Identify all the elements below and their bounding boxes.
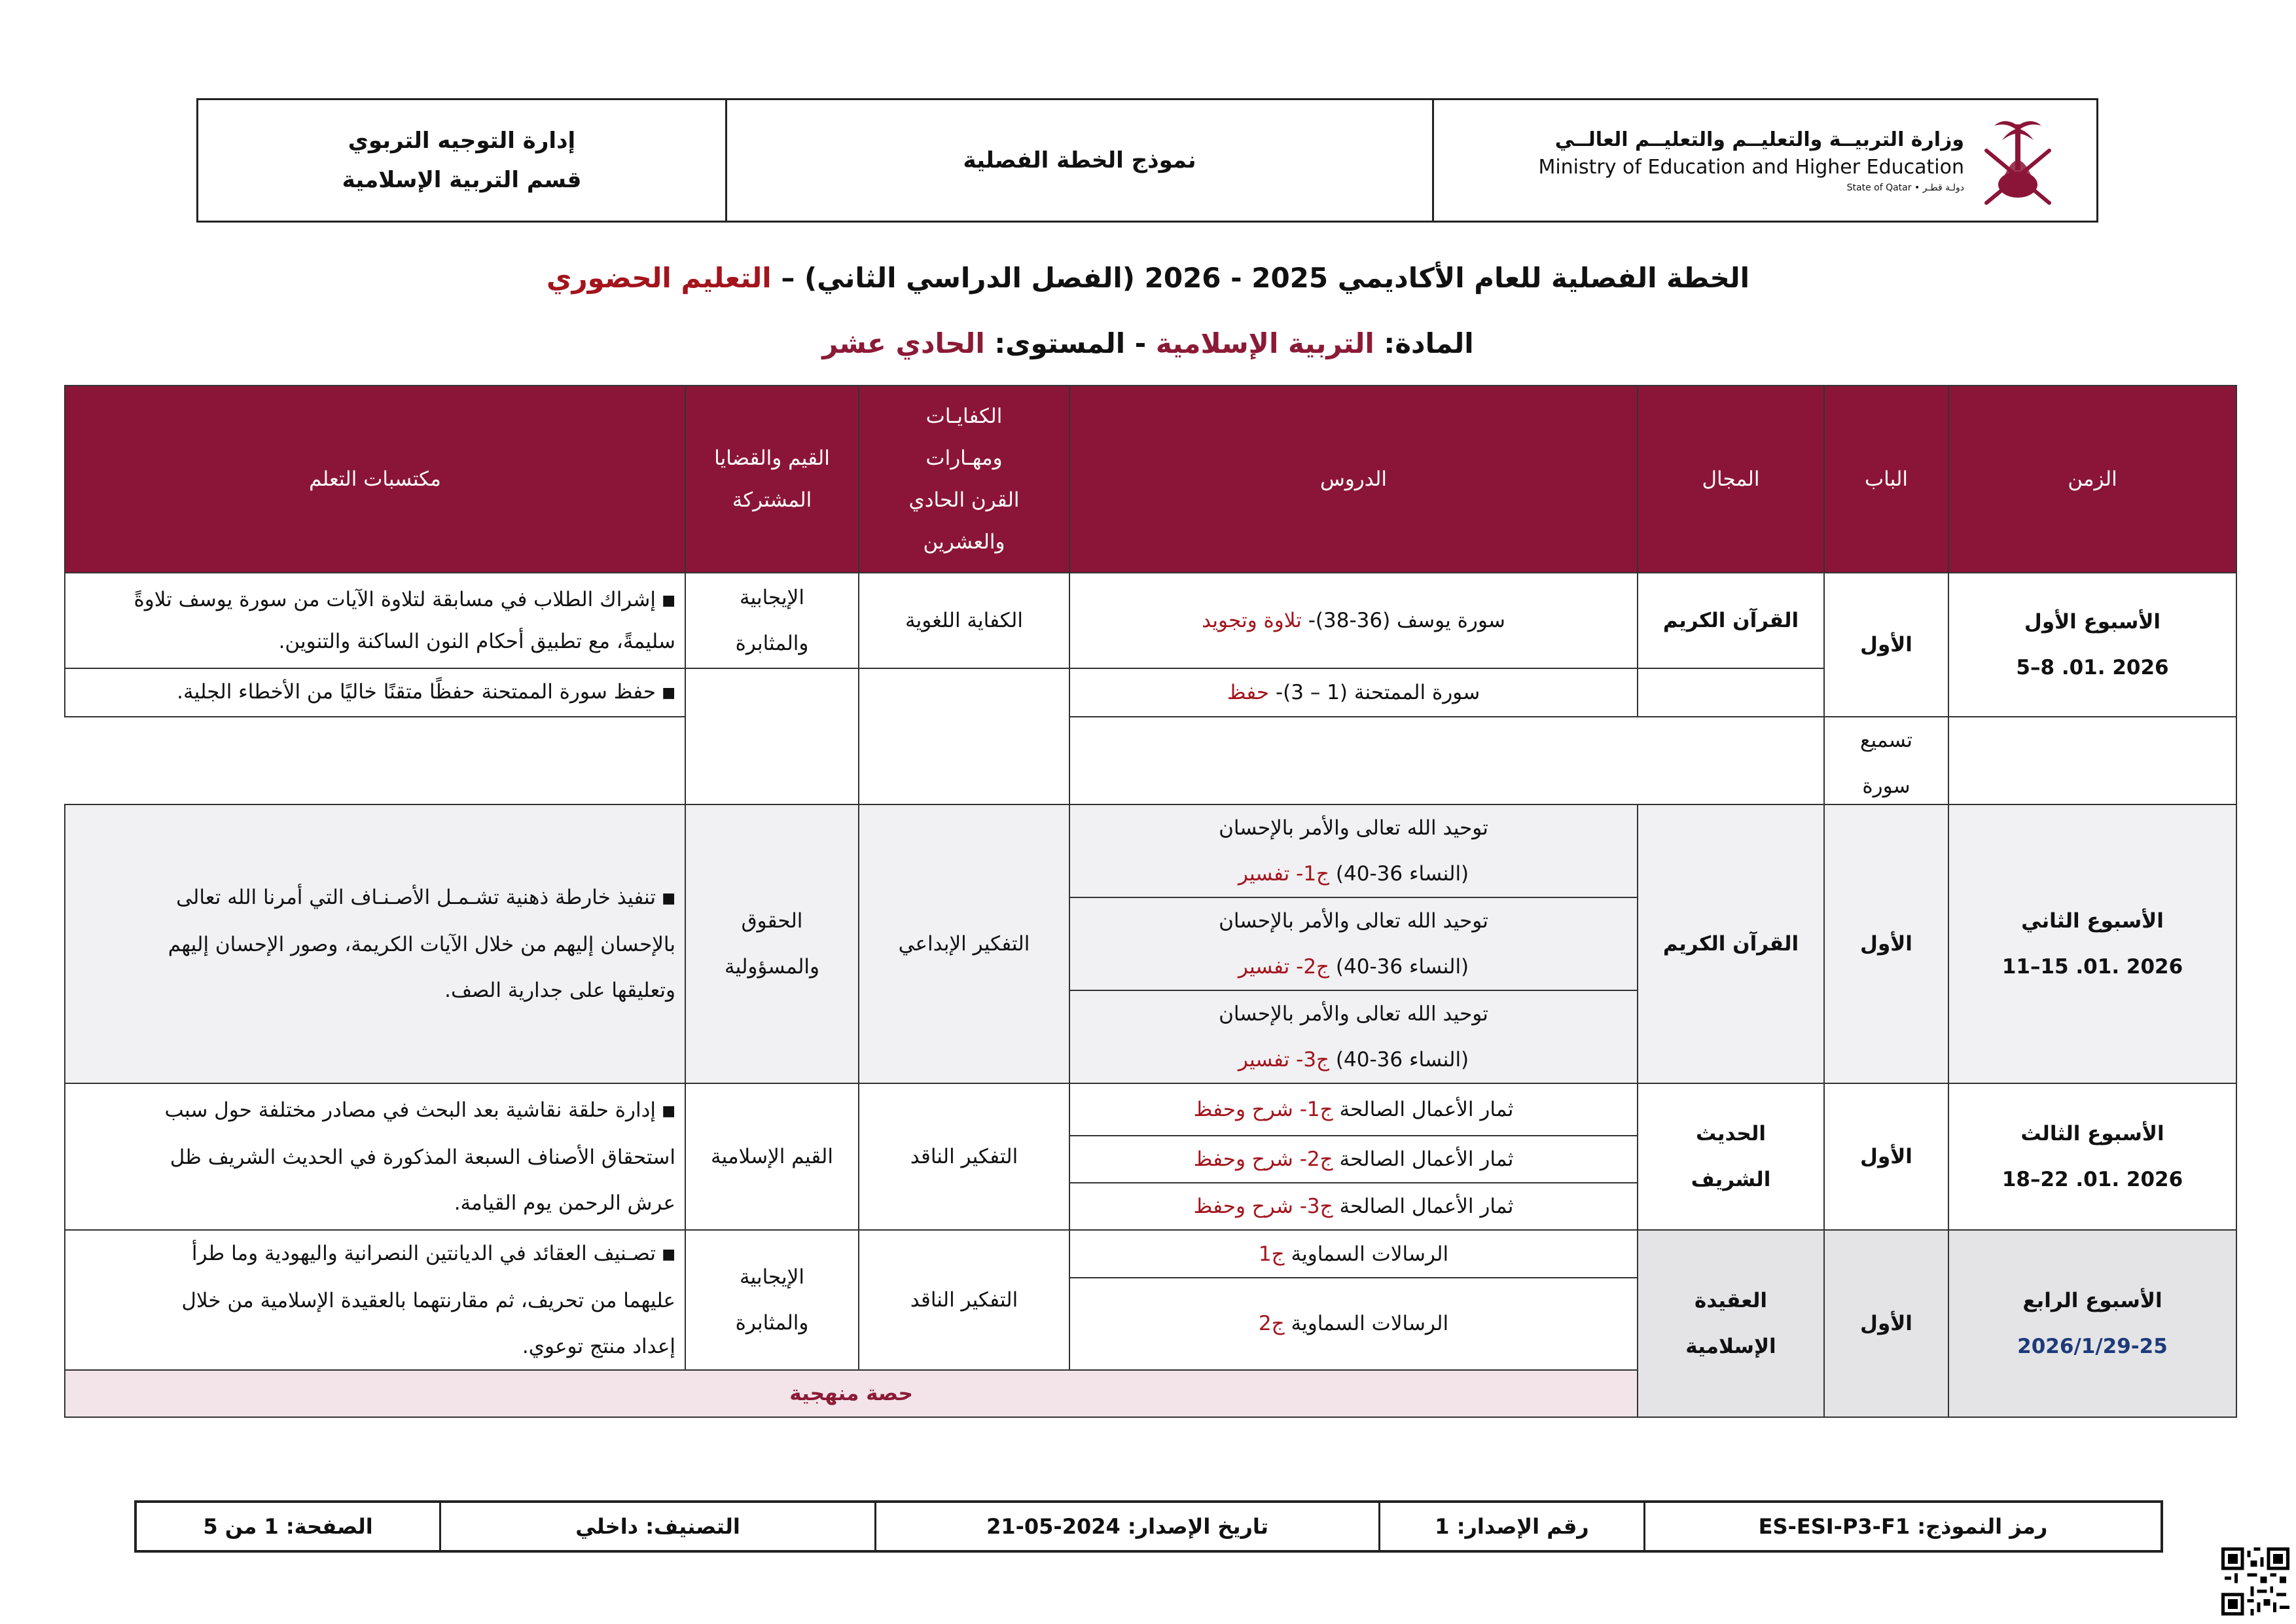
department-name: إدارة التوجيه التربوي	[348, 128, 576, 154]
plan-title: الخطة الفصلية للعام الأكاديمي 2025 - 2026 (الفصل الدراسي الثاني) – التعليم الحضوري	[547, 262, 1749, 294]
domain-cell: الحديث الشريف	[1638, 1083, 1824, 1230]
domain-cell: القرآن الكريم	[1638, 804, 1824, 1083]
week-cell: الأسبوع الأول 2026 .01. 8–5	[1948, 573, 2236, 717]
issue-date: تاريخ الإصدار: 2024-05-21	[874, 1503, 1378, 1550]
subject-value: التربية الإسلامية	[1155, 327, 1374, 359]
lesson-cell: توحيد الله تعالى والأمر بالإحسان (النساء 36-40) ج1- تفسير	[1069, 804, 1638, 897]
col-header-values: القيم والقضايا المشتركة	[685, 386, 859, 573]
ministry-name-en: Ministry of Education and Higher Education	[1538, 156, 1964, 179]
bab-cell: الأول	[1824, 1083, 1948, 1230]
outcome-cell: ■حفظ سورة الممتحنة حفظًا متقنًا خاليًا من الأخطاء الجلية.	[65, 668, 685, 717]
page-number: الصفحة: 1 من 5	[203, 1514, 373, 1539]
lesson-cell: سورة يوسف (36-38)- تلاوة وتجويد	[1069, 573, 1638, 668]
week-cell: الأسبوع الرابع 2026/1/29-25	[1948, 1230, 2236, 1417]
bab-cell: الأول	[1824, 804, 1948, 1083]
table-row	[65, 573, 2236, 621]
values-cell: القيم الإسلامية	[685, 1083, 859, 1230]
lesson-cell: ثمار الأعمال الصالحة ج2- شرح وحفظ	[1069, 1136, 1638, 1183]
domain-cell: العقيدة الإسلامية	[1638, 1230, 1824, 1417]
document-footer	[134, 1500, 2163, 1553]
col-header-time: الزمن	[1948, 386, 2236, 573]
table-row	[65, 1230, 2236, 1278]
bullet-icon: ■	[662, 890, 675, 907]
qr-code-icon	[2221, 1547, 2289, 1615]
table-row	[65, 1083, 2236, 1136]
competency-cell: التفكير الإبداعي	[859, 804, 1069, 1083]
outcome-cell: ■تصـنيف العقائد في الديانتين النصرانية واليهودية وما طرأ عليهما من تحريف، ثم مقارنتهما بالعقيدة الإسلامية من خلال إعداد منتج توعوي.	[65, 1230, 685, 1370]
qatar-emblem-icon	[1979, 111, 2057, 209]
week-cell: الأسبوع الثاني 2026 .01. 15–11	[1948, 804, 2236, 1083]
state-name: State of Qatar • دولـة قطـر	[1846, 183, 1964, 193]
lesson-cell: الرسالات السماوية ج2	[1069, 1278, 1638, 1369]
col-header-bab: الباب	[1824, 386, 1948, 573]
semester-plan-table-continued	[64, 804, 2237, 1418]
outcome-cell: تسميع سورة	[1824, 717, 1948, 1039]
competency-cell: التفكير الناقد	[859, 1230, 1069, 1370]
ministry-name-ar: وزارة التربيــة والتعليــم والتعليــم العالــي	[1554, 128, 1964, 151]
outcome-cell: ■تنفيذ خارطة ذهنية تشـمـل الأصـنـاف التي أمرنا الله تعالى بالإحسان إليهم من خلال الآيات الكريمة، وصور الإحسان إليهم وتعليقها على جدارية الصف.	[65, 804, 685, 1083]
classification: التصنيف: داخلي	[439, 1503, 874, 1550]
competency-cell: الكفاية اللغوية	[859, 573, 1069, 668]
values-cell: الإيجابية والمثابرة	[685, 573, 859, 668]
competency-cell: التفكير الناقد	[859, 1083, 1069, 1230]
col-header-outcomes: مكتسبات التعلم	[65, 386, 685, 573]
domain-cell: القرآن الكريم	[1638, 573, 1824, 668]
ministry-logo-cell	[1434, 100, 2096, 221]
outcome-cell: ■إدارة حلقة نقاشية بعد البحث في مصادر مختلفة حول سبب استحقاق الأصناف السبعة المذكورة في الحديث الشريف ظل عرش الرحمن يوم القيامة.	[65, 1083, 685, 1230]
version-number: رقم الإصدار: 1	[1378, 1503, 1643, 1550]
week-cell: الأسبوع الثالث 2026 .01. 22–18	[1948, 1083, 2236, 1230]
subject-level-line: المادة: التربية الإسلامية - المستوى: الحادي عشر	[822, 327, 1474, 359]
section-name: قسم التربية الإسلامية	[342, 167, 582, 193]
values-cell: الإيجابية والمثابرة	[685, 1230, 859, 1370]
bullet-icon: ■	[662, 684, 675, 701]
values-cell: الحقوق والمسؤولية	[685, 804, 859, 1083]
form-code: رمز النموذج: ES-ESI-P3-F1	[1643, 1503, 2161, 1550]
col-header-competencies: الكفايـات ومهـارات القرن الحادي والعشرين	[859, 386, 1069, 573]
table-header-row	[65, 386, 2236, 573]
bab-cell: الأول	[1824, 573, 1948, 717]
document-header	[196, 98, 2098, 223]
bullet-icon: ■	[662, 592, 675, 609]
col-header-lessons: الدروس	[1069, 386, 1638, 573]
curriculum-session-row: حصة منهجية	[65, 1370, 1638, 1417]
bullet-icon: ■	[662, 1246, 675, 1263]
lesson-cell: الرسالات السماوية ج1	[1069, 1230, 1638, 1278]
lesson-cell: توحيد الله تعالى والأمر بالإحسان (النساء 36-40) ج3- تفسير	[1069, 990, 1638, 1083]
table-row	[65, 804, 2236, 897]
outcome-cell: ■إشراك الطلاب في مسابقة لتلاوة الآيات من سورة يوسف تلاوةً سليمةً، مع تطبيق أحكام النون الساكنة والتنوين.	[65, 573, 685, 668]
ministry-logo	[1538, 111, 2057, 209]
domain-cell-empty	[1638, 668, 1824, 717]
plan-mode: التعليم الحضوري	[547, 262, 772, 294]
lesson-cell: توحيد الله تعالى والأمر بالإحسان (النساء 36-40) ج2- تفسير	[1069, 897, 1638, 990]
lesson-cell: سورة الممتحنة (1 – 3)- حفظ	[1069, 668, 1638, 717]
bab-cell: الأول	[1824, 1230, 1948, 1417]
form-title: نموذج الخطة الفصلية	[963, 147, 1196, 173]
level-value: الحادي عشر	[822, 327, 985, 359]
col-header-domain: المجال	[1638, 386, 1824, 573]
lesson-cell: ثمار الأعمال الصالحة ج1- شرح وحفظ	[1069, 1083, 1638, 1136]
form-title-cell	[727, 100, 1434, 221]
lesson-cell: ثمار الأعمال الصالحة ج3- شرح وحفظ	[1069, 1183, 1638, 1230]
department-cell	[198, 100, 727, 221]
bullet-icon: ■	[662, 1102, 675, 1119]
